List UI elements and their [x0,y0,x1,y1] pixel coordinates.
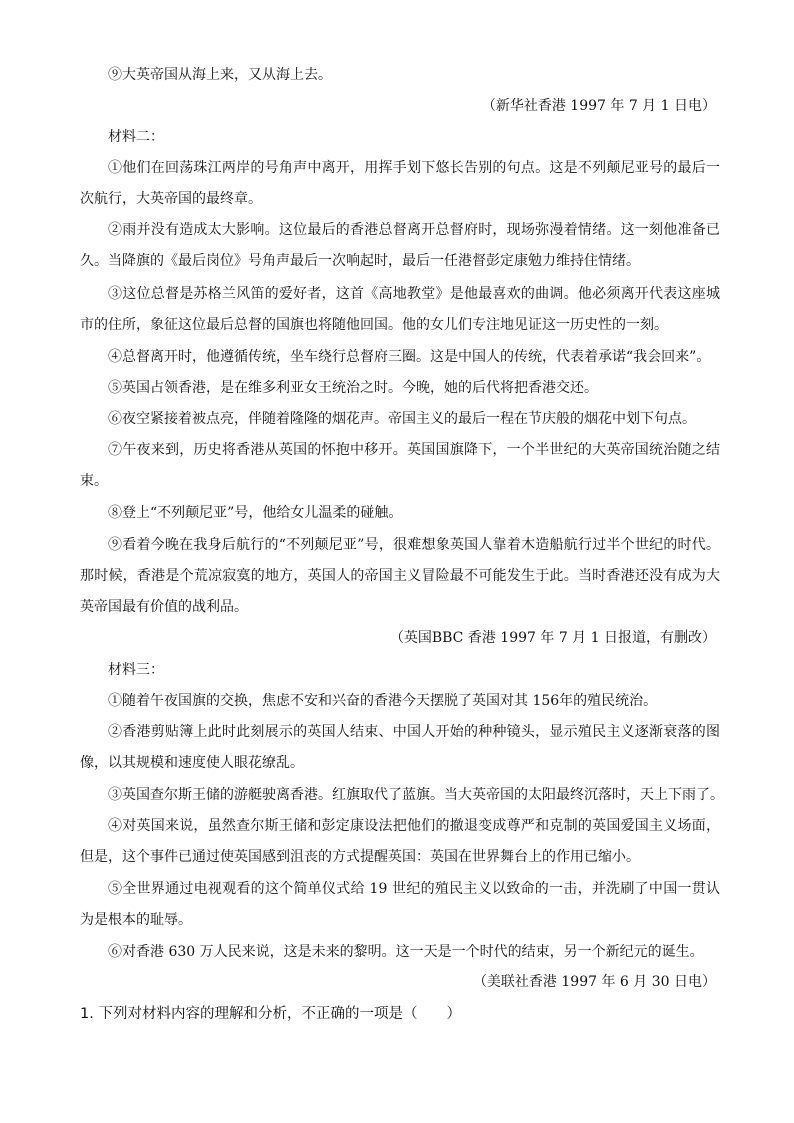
material2-paragraph-8: ⑧登上“不列颠尼亚”号，他给女儿温柔的碰触。 [108,505,403,521]
material1-paragraph-9: ⑨大英帝国从海上来，又从海上去。 [108,67,332,83]
material3-paragraph-5: ⑤全世界通过电视观看的这个简单仪式给 19 世纪的殖民主义以致命的一击，并洗刷了中国一贯认为是根本的耻辱。 [80,881,720,928]
material2-paragraph-4: ④总督离开时，他遵循传统，坐车绕行总督府三圈。这是中国人的传统，代表着承诺“我会回来”。 [108,349,711,365]
material2-paragraph-2: ②雨并没有造成太大影响。这位最后的香港总督离开总督府时，现场弥漫着情绪。这一刻他准备已久。当降旗的《最后岗位》号角声最后一次响起时，最后一任港督彭定康勉力维持住情绪。 [80,222,720,269]
material2-paragraph-1: ①他们在回荡珠江两岸的号角声中离开，用挥手划下悠长告别的句点。这是不列颠尼亚号的最后一次航行，大英帝国的最终章。 [80,160,720,207]
material1-source: （新华社香港 1997 年 7 月 1 日电） [481,98,716,114]
material3-paragraph-6: ⑥对香港 630 万人民来说，这是未来的黎明。这一天是一个时代的结束，另一个新纪元的诞生。 [108,944,704,960]
material2-source: （英国BBC 香港 1997 年 7 月 1 日报道，有删改） [389,630,716,646]
material2-paragraph-9: ⑨看着今晚在我身后航行的“不列颠尼亚”号，很难想象英国人靠着木造船航行过半个世纪的时代。那时候，香港是个荒凉寂寞的地方，英国人的帝国主义冒险最不可能发生于此。当时香港还没有成为大英帝国最有价值的战利品。 [80,537,720,615]
material2-paragraph-7: ⑦午夜来到，历史将香港从英国的怀抱中移开。英国国旗降下，一个半世纪的大英帝国统治随之结束。 [80,442,720,489]
material2-paragraph-3: ③这位总督是苏格兰风笛的爱好者，这首《高地教堂》是他最喜欢的曲调。他必须离开代表这座城市的住所，象征这位最后总督的国旗也将随他回国。他的女儿们专注地见证这一历史性的一刻。 [80,286,720,333]
material3-paragraph-3: ③英国查尔斯王储的游艇驶离香港。红旗取代了蓝旗。当大英帝国的太阳最终沉落时，天上下雨了。 [108,787,724,803]
material2-paragraph-5: ⑤英国占领香港，是在维多利亚女王统治之时。今晚，她的后代将把香港交还。 [108,380,598,396]
material2-heading: 材料二： [108,129,164,145]
material3-source: （美联社香港 1997 年 6 月 30 日电） [472,974,716,990]
material3-paragraph-1: ①随着午夜国旗的交换，焦虑不安和兴奋的香港今天摆脱了英国对其 156年的殖民统治。 [108,693,658,709]
material3-heading: 材料三： [108,662,164,678]
material3-paragraph-2: ②香港剪贴簿上此时此刻展示的英国人结束、中国人开始的种种镜头，显示殖民主义逐渐衰落的图像，以其规模和速度使人眼花缭乱。 [80,724,720,771]
material2-paragraph-6: ⑥夜空紧接着被点亮，伴随着隆隆的烟花声。帝国主义的最后一程在节庆般的烟花中划下句点。 [108,411,696,427]
material3-paragraph-4: ④对英国来说，虽然查尔斯王储和彭定康设法把他们的撤退变成尊严和克制的英国爱国主义场面，但是，这个事件已通过使英国感到沮丧的方式提醒英国：英国在世界舞台上的作用已缩小。 [80,818,720,865]
question-1: 1. 下列对材料内容的理解和分析，不正确的一项是（ ） [80,1006,461,1022]
